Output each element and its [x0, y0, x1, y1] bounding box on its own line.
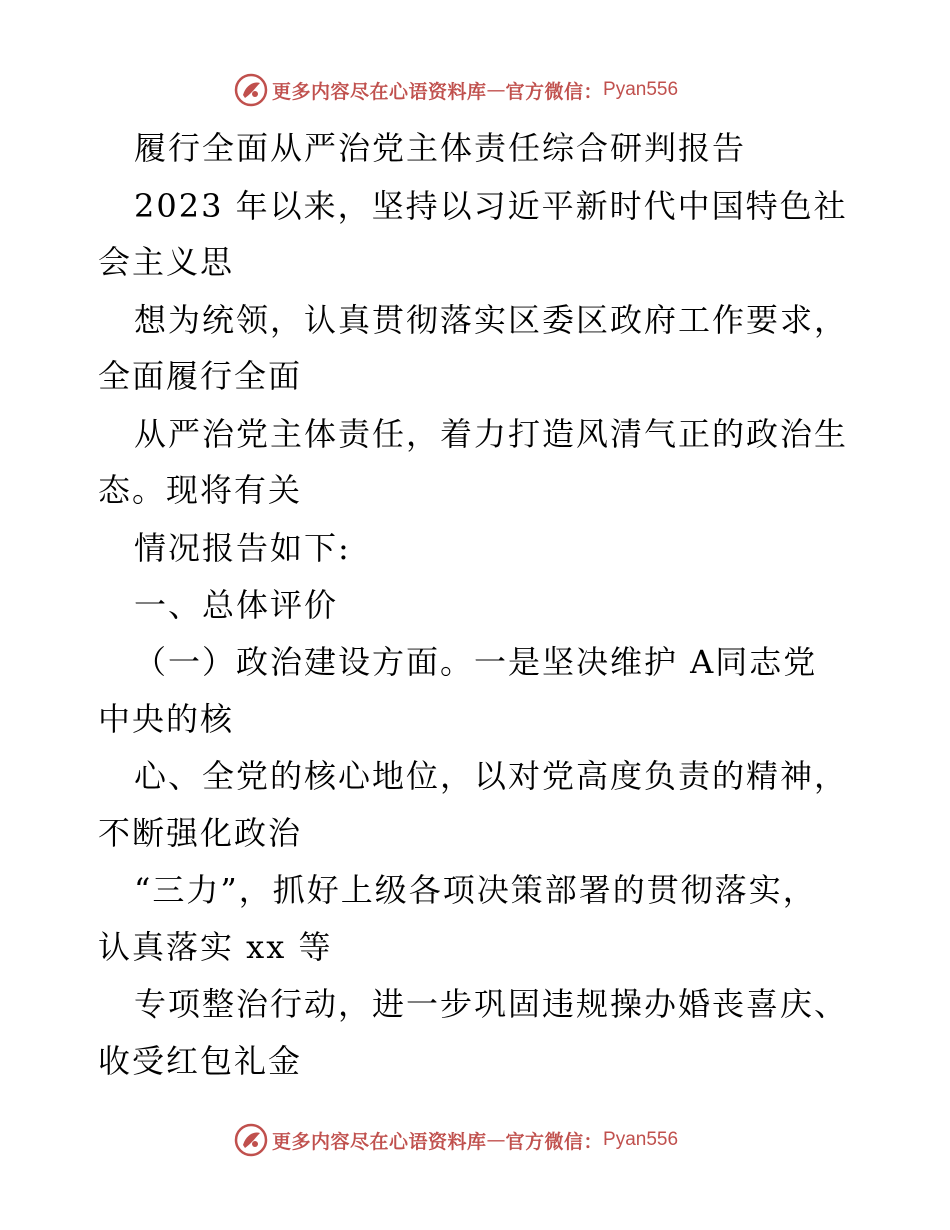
paragraph-line: 会主义思: [98, 243, 235, 281]
paragraph-line: 不断强化政治: [98, 814, 303, 852]
subsection-heading: （一）政治建设方面。一是坚决维护 A同志党: [134, 643, 818, 681]
section-heading: 一、总体评价: [134, 586, 339, 624]
paragraph-line: 认真落实 xx 等: [98, 928, 333, 966]
paragraph-line: 专项整治行动，进一步巩固违规操办婚丧喜庆、: [134, 985, 849, 1023]
paragraph-line: 心、全党的核心地位，以对党高度负责的精神，: [134, 757, 849, 795]
seal-logo-icon: [234, 1123, 268, 1157]
watermark-wechat-label: 官方微信：: [505, 80, 604, 103]
paragraph-line: 态。现将有关: [98, 471, 303, 509]
watermark-site-text: 更多内容尽在心语资料库: [272, 80, 487, 103]
document-title: 履行全面从严治党主体责任综合研判报告: [134, 129, 747, 167]
watermark-site-text: 更多内容尽在心语资料库: [272, 1130, 487, 1153]
seal-logo-icon: [234, 73, 268, 107]
paragraph-line: 从严治党主体责任，着力打造风清气正的政治生: [134, 415, 849, 453]
paragraph-line: 情况报告如下:: [134, 529, 351, 567]
paragraph-line: 2023 年以来，坚持以习近平新时代中国特色社: [134, 187, 848, 225]
watermark-wechat-id: Pyan556: [603, 79, 679, 100]
header-watermark: [234, 70, 678, 110]
paragraph-line: “三力”，抓好上级各项决策部署的贯彻落实，: [134, 871, 817, 909]
footer-watermark: [234, 1120, 678, 1160]
paragraph-line: 中央的核: [98, 700, 235, 738]
paragraph-line: 全面履行全面: [98, 357, 303, 395]
watermark-wechat-label: 官方微信：: [505, 1130, 604, 1153]
paragraph-line: 收受红包礼金: [98, 1042, 303, 1080]
watermark-wechat-id: Pyan556: [603, 1129, 679, 1150]
watermark-separator: —: [486, 79, 506, 101]
watermark-separator: —: [486, 1129, 506, 1151]
paragraph-line: 想为统领，认真贯彻落实区委区政府工作要求，: [134, 301, 849, 339]
